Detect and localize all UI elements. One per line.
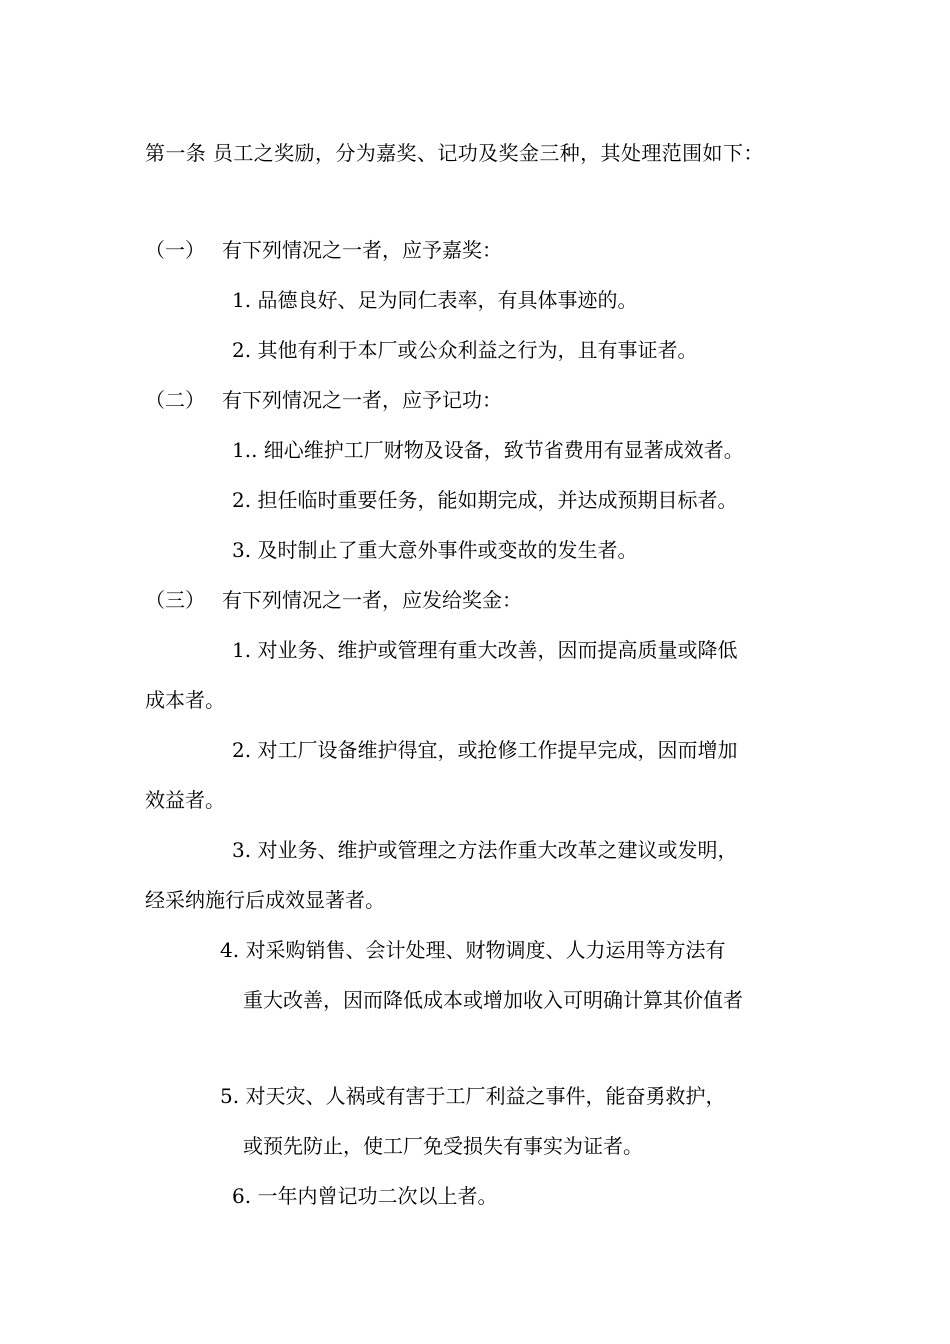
section-marker: （一） bbox=[145, 238, 205, 262]
list-item: 5. 对天灾、人祸或有害于工厂利益之事件，能奋勇救护， bbox=[220, 1084, 726, 1108]
list-item: 2. 对工厂设备维护得宜，或抢修工作提早完成，因而增加 bbox=[232, 738, 738, 762]
list-item: 4. 对采购销售、会计处理、财物调度、人力运用等方法有 bbox=[220, 938, 726, 962]
list-item-continuation: 经采纳施行后成效显著者。 bbox=[145, 888, 385, 912]
list-item: 6. 一年内曾记功二次以上者。 bbox=[232, 1184, 498, 1208]
list-item: 3. 及时制止了重大意外事件或变故的发生者。 bbox=[232, 538, 638, 562]
list-item: 3. 对业务、维护或管理之方法作重大改革之建议或发明， bbox=[232, 838, 738, 862]
article-heading: 第一条 员工之奖励，分为嘉奖、记功及奖金三种，其处理范围如下： bbox=[145, 141, 764, 165]
list-item-continuation: 成本者。 bbox=[145, 688, 225, 712]
section-marker: （三） bbox=[145, 588, 205, 612]
list-item: 1.. 细心维护工厂财物及设备，致节省费用有显著成效者。 bbox=[232, 438, 744, 462]
list-item-continuation: 效益者。 bbox=[145, 788, 225, 812]
list-item: 2. 其他有利于本厂或公众利益之行为，且有事证者。 bbox=[232, 338, 698, 362]
section-title: 有下列情况之一者，应发给奖金： bbox=[222, 588, 522, 612]
list-item: 1. 品德良好、足为同仁表率，有具体事迹的。 bbox=[232, 288, 638, 312]
list-item: 1. 对业务、维护或管理有重大改善，因而提高质量或降低 bbox=[232, 638, 738, 662]
list-item-continuation: 或预先防止，使工厂免受损失有事实为证者。 bbox=[243, 1134, 643, 1158]
list-item: 2. 担任临时重要任务，能如期完成，并达成预期目标者。 bbox=[232, 488, 738, 512]
section-title: 有下列情况之一者，应予记功： bbox=[222, 388, 502, 412]
section-title: 有下列情况之一者，应予嘉奖： bbox=[222, 238, 502, 262]
section-marker: （二） bbox=[145, 388, 205, 412]
list-item-continuation: 重大改善，因而降低成本或增加收入可明确计算其价值者 bbox=[243, 988, 743, 1012]
